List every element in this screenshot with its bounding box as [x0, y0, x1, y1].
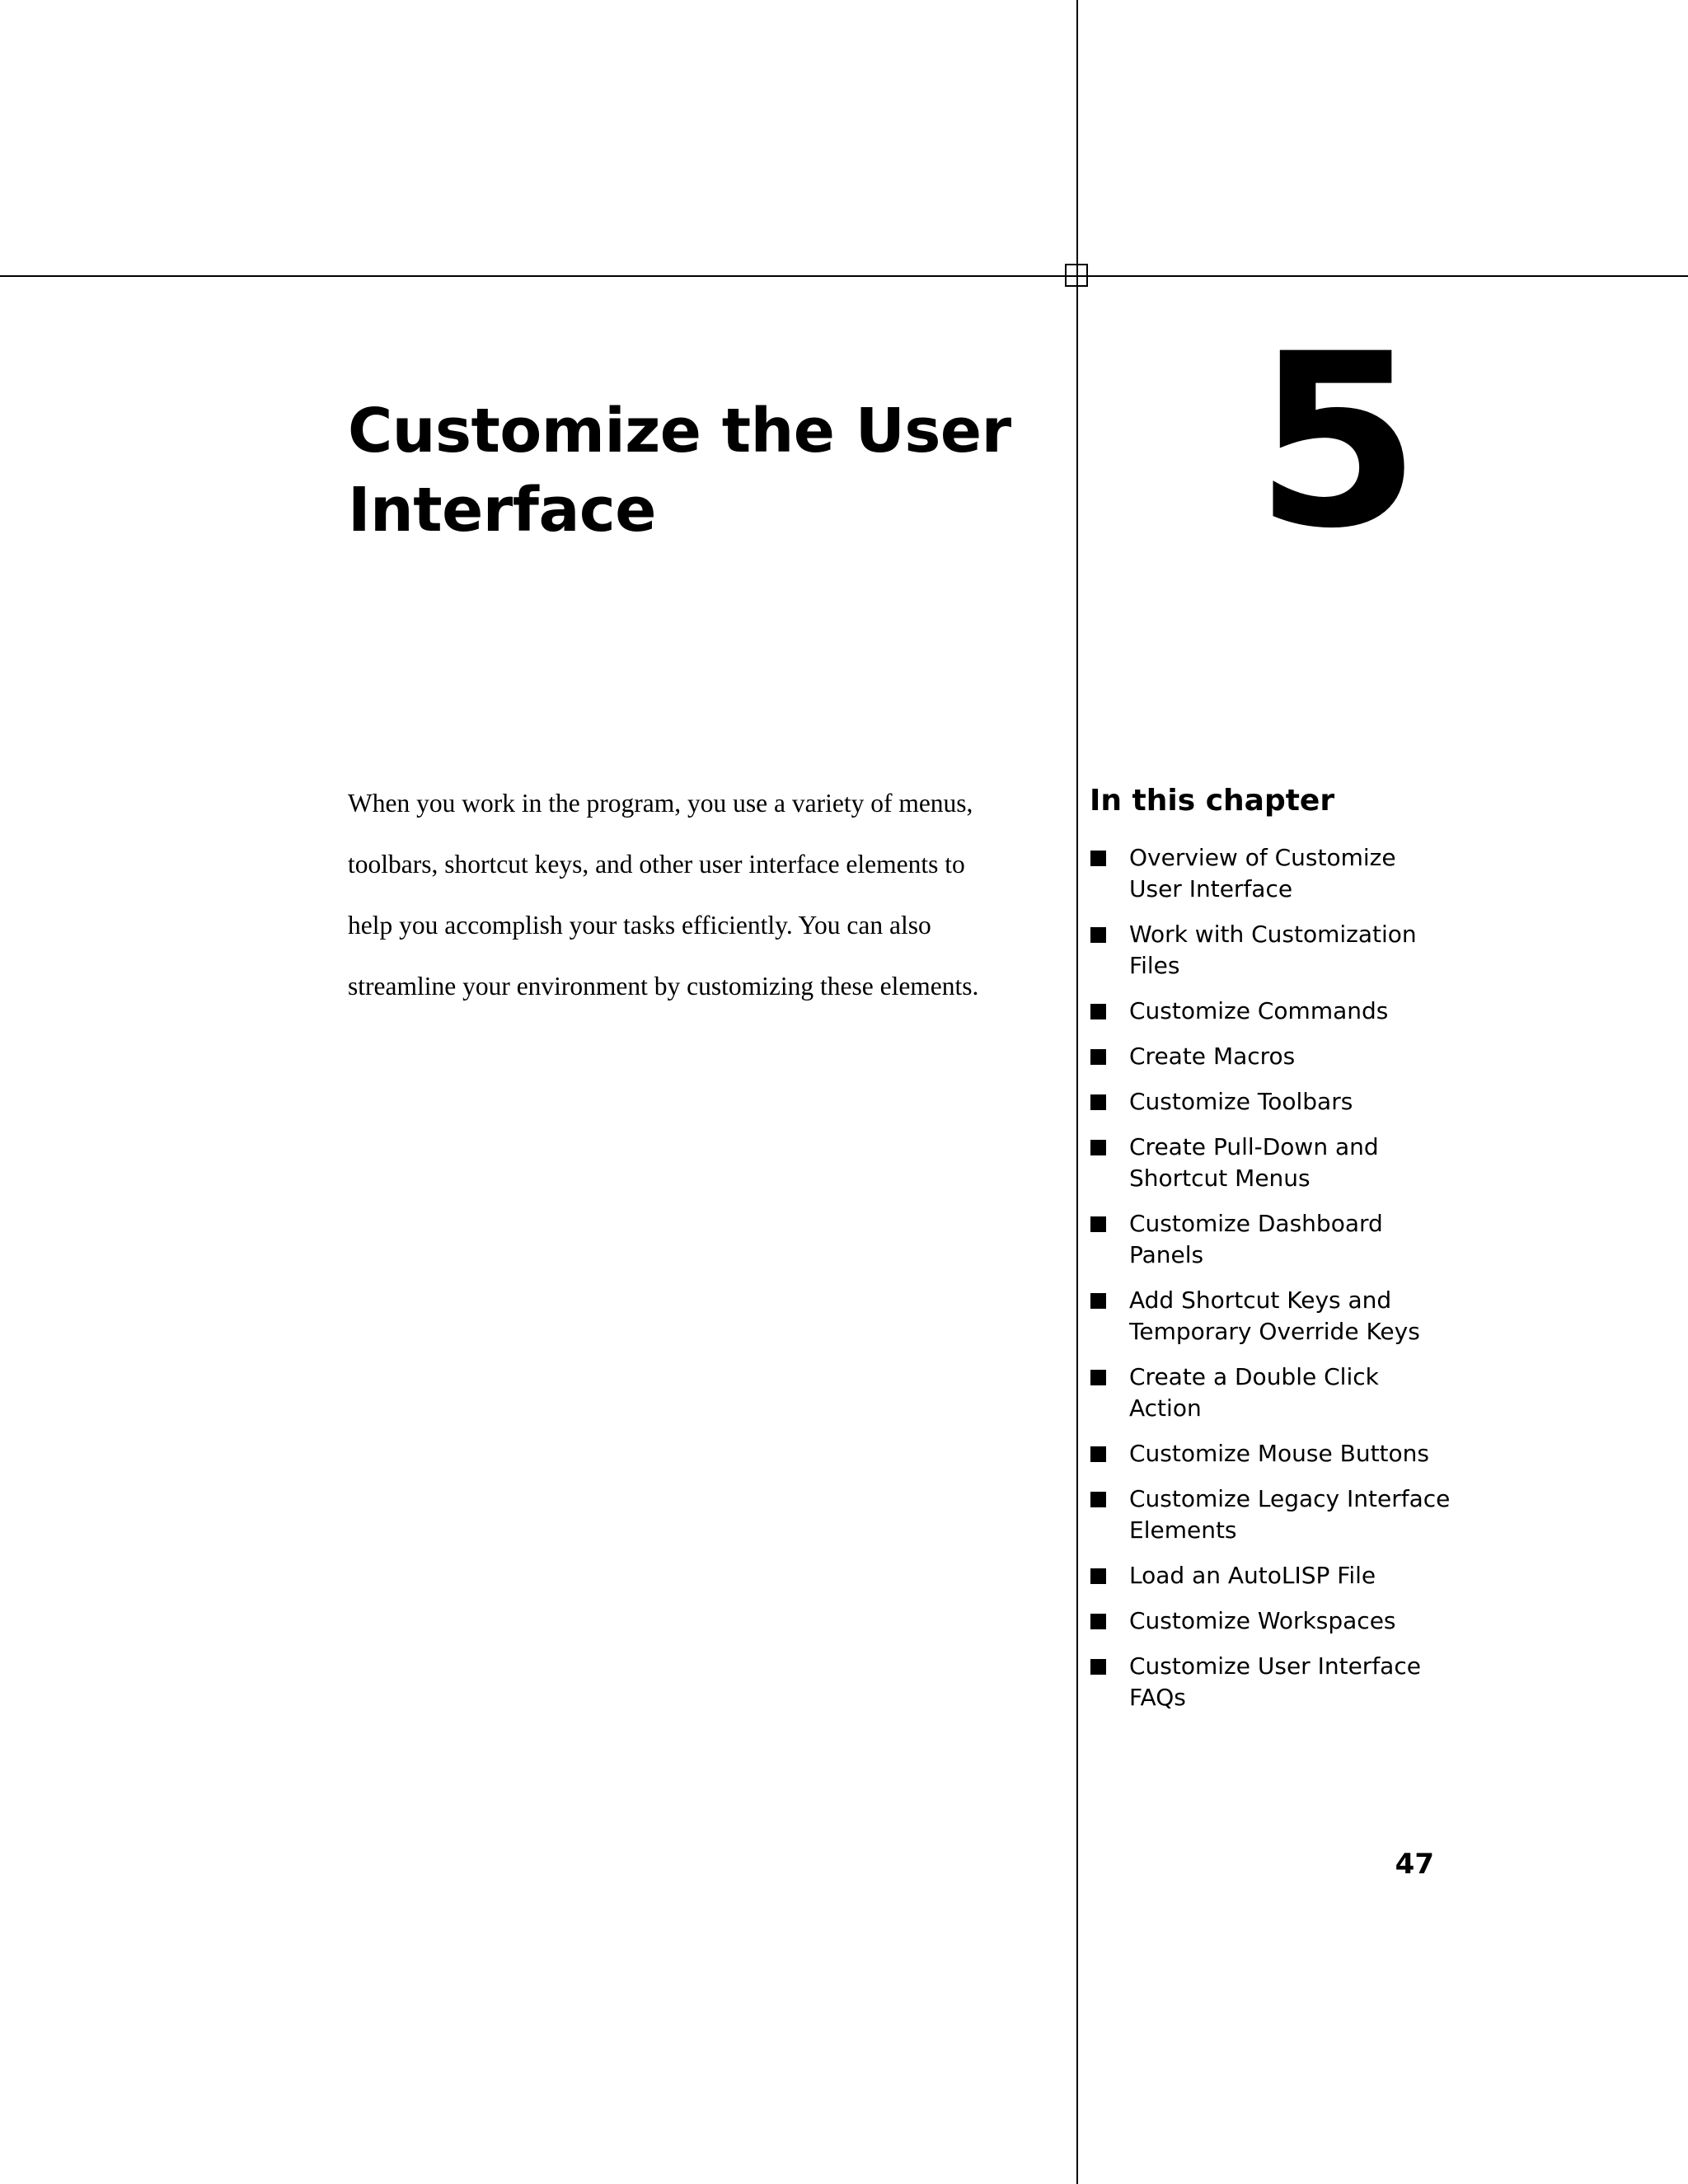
chapter-contents-item [1090, 996, 1436, 1027]
chapter-contents-item [1090, 1208, 1436, 1271]
chapter-contents-item [1090, 1651, 1436, 1713]
chapter-title-line: Customize the User [348, 396, 1011, 466]
square-bullet-icon [1090, 1568, 1106, 1584]
chapter-contents-item-label: Customize User Interface [1129, 1652, 1421, 1680]
chapter-contents-item-label: Create Macros [1129, 1043, 1296, 1070]
intro-line: toolbars, shortcut keys, and other user interface elements to [348, 850, 965, 879]
chapter-contents-item-label: Customize Toolbars [1129, 1088, 1353, 1115]
in-this-chapter-sidebar [1090, 778, 1451, 1727]
chapter-contents-item-label: Add Shortcut Keys and [1129, 1286, 1392, 1314]
sidebar-heading: In this chapter [1090, 784, 1335, 818]
chapter-contents-item-label: User Interface [1129, 875, 1293, 902]
chapter-contents-item-label: Customize Workspaces [1129, 1607, 1396, 1634]
chapter-contents-item [1090, 1041, 1436, 1072]
chapter-contents-item [1090, 1086, 1436, 1118]
intro-line: When you work in the program, you use a variety of menus, [348, 789, 973, 818]
chapter-contents-item-label: Elements [1129, 1516, 1237, 1544]
chapter-contents-item [1090, 1560, 1436, 1591]
chapter-contents-item [1090, 1285, 1436, 1347]
chapter-contents-item-label: Create a Double Click [1129, 1363, 1379, 1390]
square-bullet-icon [1090, 1216, 1106, 1232]
chapter-contents-item-label: Create Pull-Down and [1129, 1133, 1379, 1160]
square-bullet-icon [1090, 927, 1106, 943]
intro-paragraph [348, 773, 1073, 1017]
intro-line: help you accomplish your tasks efficiently. You can also [348, 911, 931, 940]
chapter-number: 5 [1254, 303, 1416, 581]
chapter-contents-item-label: Work with Customization [1129, 921, 1417, 948]
page-number: 47 [1395, 1848, 1434, 1881]
chapter-title [348, 391, 1040, 550]
chapter-contents-item-label: Temporary Override Keys [1129, 1318, 1420, 1345]
chapter-contents-item-label: Customize Legacy Interface [1129, 1485, 1451, 1512]
chapter-contents-item-label: Customize Dashboard [1129, 1210, 1383, 1237]
chapter-contents-item-label: FAQs [1129, 1684, 1186, 1711]
square-bullet-icon [1090, 1370, 1106, 1385]
square-bullet-icon [1090, 1049, 1106, 1065]
chapter-contents-item [1090, 1361, 1436, 1424]
chapter-contents-item [1090, 1483, 1451, 1546]
chapter-contents-item-label: Overview of Customize [1129, 844, 1396, 871]
chapter-contents-item [1090, 1438, 1436, 1469]
square-bullet-icon [1090, 1492, 1106, 1507]
square-bullet-icon [1090, 1004, 1106, 1019]
chapter-contents-item-label: Files [1129, 952, 1180, 979]
square-bullet-icon [1090, 1094, 1106, 1110]
intro-line: streamline your environment by customizing these elements. [348, 972, 979, 1001]
square-bullet-icon [1090, 1659, 1106, 1675]
chapter-contents-item-label: Action [1129, 1394, 1202, 1422]
chapter-contents-item [1090, 919, 1436, 982]
square-bullet-icon [1090, 1614, 1106, 1629]
chapter-contents-item [1090, 842, 1436, 905]
chapter-contents-list [1090, 842, 1451, 1713]
chapter-contents-item-label: Customize Mouse Buttons [1129, 1440, 1429, 1467]
horizontal-rule [0, 275, 1688, 277]
chapter-contents-item-label: Load an AutoLISP File [1129, 1562, 1376, 1589]
chapter-contents-item-label: Shortcut Menus [1129, 1165, 1311, 1192]
chapter-title-line: Interface [348, 475, 656, 546]
crop-mark [1065, 264, 1088, 287]
vertical-rule [1076, 0, 1078, 2184]
square-bullet-icon [1090, 851, 1106, 866]
square-bullet-icon [1090, 1446, 1106, 1462]
square-bullet-icon [1090, 1140, 1106, 1155]
square-bullet-icon [1090, 1293, 1106, 1309]
chapter-contents-item-label: Panels [1129, 1241, 1204, 1268]
chapter-contents-item-label: Customize Commands [1129, 997, 1389, 1024]
chapter-contents-item [1090, 1132, 1436, 1194]
chapter-contents-item [1090, 1605, 1436, 1637]
